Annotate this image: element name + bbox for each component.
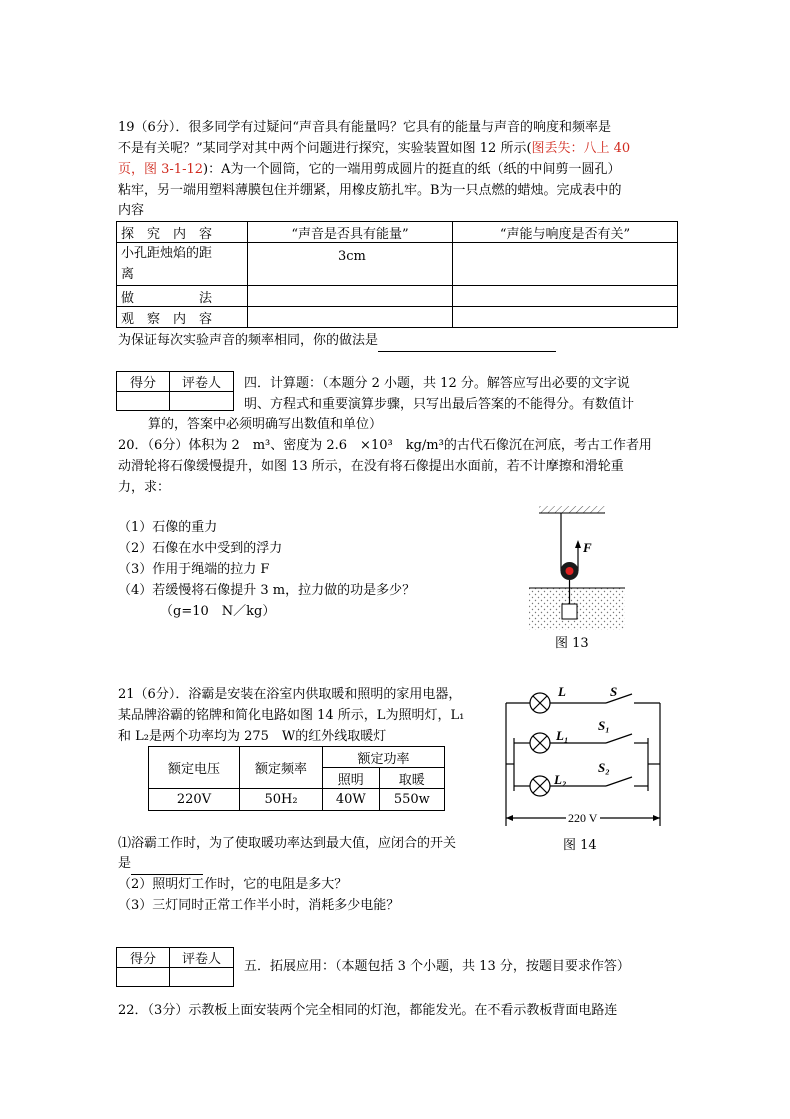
section4-line3: 算的，答案中必须明确写出数值和单位） <box>148 417 383 432</box>
switch-S1-icon <box>606 734 632 743</box>
q21-line1: 21（6分）．浴霸是安装在浴室内供取暖和照明的家用电器， <box>118 687 462 702</box>
force-label: F <box>583 540 592 555</box>
q20-line1: 20．（6分）体积为 2 m³、密度为 2.6 ×10³ kg/m³的古代石像沉在河底，考古工作者用 <box>118 438 652 453</box>
q21-subheader-lighting: 照明 <box>323 768 380 789</box>
q19-line4: 粘牢，另一端用塑料薄膜包住并绷紧，用橡皮筋扎牢。B为一只点燃的蜡烛。完成表中的 <box>118 183 622 198</box>
q19-table <box>116 221 678 328</box>
q19-table-row1-label <box>117 243 248 286</box>
q21-sub2: （2）照明灯工作时，它的电阻是多大？ <box>118 877 348 892</box>
q20-line2: 动滑轮将石像缓慢提升，如图 13 所示，在没有将石像提出水面前，若不计摩擦和滑轮重 <box>118 459 624 474</box>
q21-value-frequency: 50H₂ <box>240 789 323 811</box>
figure-13 <box>525 500 635 636</box>
q21-nameplate-table <box>148 746 445 811</box>
q19-after-text: 为保证每次实验声音的频率相同，你的做法是 <box>118 333 379 348</box>
stone-statue-block <box>562 604 577 619</box>
voltage-label: 220 V <box>568 811 598 825</box>
label-L2: L₂ <box>554 772 567 787</box>
q19-table-header-2: “声音是否具有能量” <box>248 222 453 243</box>
figure-13-caption: 图 13 <box>555 636 589 651</box>
section5-grader-cell[interactable] <box>170 968 234 987</box>
q19-missing-figure-note-2: 页，图 3-1-12 <box>118 162 204 177</box>
q19-table-row1-answer <box>453 243 678 286</box>
q21-value-heating: 550w <box>379 789 444 811</box>
switch-S2-icon <box>606 777 632 786</box>
section5-score-label: 得分 <box>117 948 170 968</box>
label-S1: S₁ <box>598 718 610 733</box>
section4-grader-cell[interactable] <box>170 392 234 411</box>
arrowhead-left-icon <box>506 815 513 821</box>
q20-item-2: （2）石像在水中受到的浮力 <box>118 541 283 556</box>
label-S2: S₂ <box>598 760 610 775</box>
q21-value-voltage: 220V <box>149 789 240 811</box>
q19-table-header-1: 探 究 内 容 <box>117 222 248 243</box>
q19-table-row3-col3 <box>453 307 678 328</box>
q19-table-row3-label: 观 察 内 容 <box>117 307 248 328</box>
q21-header-frequency: 额定频率 <box>240 747 323 789</box>
arrowhead-right-icon <box>653 815 660 821</box>
q19-table-row3-col2 <box>248 307 453 328</box>
q19-table-row2-label: 做 法 <box>117 286 248 307</box>
q20-item-1: （1）石像的重力 <box>118 520 218 535</box>
q21-subheader-heating: 取暖 <box>379 768 444 789</box>
q19-row1-label-a: 小孔距烛焰的距 <box>121 246 213 261</box>
section5-line1: 五．拓展应用：（本题包括 3 个小题，共 13 分，按题目要求作答） <box>244 959 630 974</box>
q20-g-note: （g=10 N／kg） <box>160 604 276 619</box>
section5-grader-label: 评卷人 <box>170 948 234 968</box>
figure-14-caption: 图 14 <box>563 838 597 853</box>
q20-item-3: （3）作用于绳端的拉力 F <box>118 562 270 577</box>
section5-score-cell[interactable] <box>117 968 170 987</box>
q20-item-4: （4）若缓慢将石像提升 3 m，拉力做的功是多少？ <box>118 583 416 598</box>
q19-line3-text: )：A为一个圆筒，它的一端用剪成圆片的挺直的纸（纸的中间剪一圆孔） <box>203 162 621 177</box>
section5-score-box <box>116 947 234 987</box>
q19-after <box>118 330 556 352</box>
q22-line1: 22．（3分）示教板上面安装两个完全相同的灯泡，都能发光。在不看示教板背面电路连 <box>118 1003 618 1018</box>
q21-line3: 和 L₂是两个功率均为 275 W的红外线取暖灯 <box>118 729 387 744</box>
q19-table-header-3: “声能与响度是否有关” <box>453 222 678 243</box>
section4-line2: 明、方程式和重要演算步骤，只写出最后答案的不能得分。有数值计 <box>244 397 635 412</box>
section4-score-cell[interactable] <box>117 392 170 411</box>
pulley-axle <box>566 567 574 575</box>
q19-table-row1-value: 3cm <box>248 243 453 286</box>
q21-header-power: 额定功率 <box>323 747 445 768</box>
q21-answer-blank[interactable] <box>131 858 203 875</box>
figure-14-circuit <box>498 678 668 828</box>
q19-answer-blank[interactable] <box>378 335 556 352</box>
q19-row1-label-b: 离 <box>121 267 135 282</box>
q19-missing-figure-note: 图丢失：八上 40 <box>531 141 631 156</box>
q21-sub3: （3）三灯同时正常工作半小时，消耗多少电能？ <box>118 898 400 913</box>
force-arrow-icon <box>575 540 581 548</box>
section4-score-box <box>116 371 234 411</box>
q19-line2 <box>118 138 630 160</box>
q21-sub1a: ⑴浴霸工作时，为了使取暖功率达到最大值，应闭合的开关 <box>118 836 457 851</box>
q21-line2: 某品牌浴霸的铭牌和简化电路如图 14 所示，L为照明灯，L₁ <box>118 708 465 723</box>
section4-score-label: 得分 <box>117 372 170 392</box>
q20-line3: 力，求： <box>118 480 171 495</box>
ceiling-support <box>539 506 605 513</box>
q21-sub1b <box>118 853 203 875</box>
label-L: L <box>558 684 566 699</box>
q19-line2-text: 不是有关呢？”某同学对其中两个问题进行探究，实验装置如图 12 所示( <box>118 141 532 156</box>
q21-sub1b-text: 是 <box>118 856 132 871</box>
q21-header-voltage: 额定电压 <box>149 747 240 789</box>
q19-table-row2-col2 <box>248 286 453 307</box>
section4-line1: 四．计算题：（本题分 2 小题，共 12 分。解答应写出必要的文字说 <box>244 376 630 391</box>
label-L1: L₁ <box>556 728 569 743</box>
q21-value-lighting: 40W <box>323 789 380 811</box>
q19-line3 <box>118 159 620 181</box>
q19-line5: 内容 <box>118 203 145 218</box>
q19-table-row2-col3 <box>453 286 678 307</box>
q19-line1: 19（6分）．很多同学有过疑问“声音具有能量吗？它具有的能量与声音的响度和频率是 <box>118 120 611 135</box>
label-S: S <box>610 684 618 699</box>
section4-grader-label: 评卷人 <box>170 372 234 392</box>
